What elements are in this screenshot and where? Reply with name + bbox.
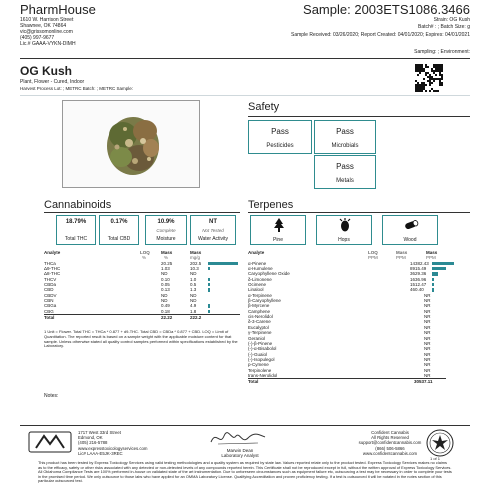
mass-bar bbox=[432, 272, 438, 275]
safety-divider bbox=[248, 116, 470, 117]
mass-ppm: NR bbox=[424, 330, 431, 336]
analyst-block bbox=[180, 448, 300, 458]
qr-code bbox=[415, 64, 443, 92]
total-cbd-value: 0.17% bbox=[110, 219, 128, 225]
analyte-name: Ocimene bbox=[248, 282, 267, 288]
terpenes-divider bbox=[248, 212, 470, 213]
terpene-wood-label: Wood bbox=[403, 237, 417, 243]
mass-ppm: NR bbox=[424, 292, 431, 298]
water-activity-status: Not Tested bbox=[202, 228, 224, 233]
analyst-title: Laboratory Analyst bbox=[221, 453, 259, 459]
cannabis-bud-image bbox=[63, 101, 199, 187]
total-thc-value: 18.79% bbox=[65, 219, 87, 225]
mass-bar bbox=[432, 267, 446, 270]
cannabinoid-total-row: Total 22.22 222.2 bbox=[44, 314, 240, 320]
terpene-pine-label: Pine bbox=[272, 237, 283, 243]
pesticides-result: Pass bbox=[271, 127, 289, 136]
analyte-name: CBDV bbox=[44, 292, 57, 298]
analyte-name: p-Cymene bbox=[248, 362, 269, 368]
total-thc-label: Total THC bbox=[64, 236, 88, 242]
mass-ppm: 3629.36 bbox=[410, 271, 427, 277]
water-activity-value: NT bbox=[209, 219, 217, 225]
lab-name: PharmHouse bbox=[20, 2, 96, 17]
terpene-units-row: PPM PPM PPM bbox=[368, 255, 436, 261]
lab-footer-address: 1717 West 33rd Street Edmond, OK (405) 216-5788 www.expresstoxicologyservices.com Lic# LAAA-E5JK-3REC bbox=[78, 430, 148, 456]
mass-ppm: 8915.49 bbox=[410, 266, 427, 272]
mass-percent: ND bbox=[161, 298, 168, 304]
analyte-name: cis-Nerolidol bbox=[248, 314, 273, 320]
lab-address: 1610 W. Harrison Street Shawnee, OK 74864 vic@grissomonline.com (405) 997-9677 Lic.# GAAA-VYKN-DIMH bbox=[20, 17, 76, 47]
analyte-name: β-Caryophyllene bbox=[248, 298, 281, 304]
analyte-name: THCa bbox=[44, 260, 56, 266]
mass-bar bbox=[432, 283, 434, 286]
terpene-hops-label: Hops bbox=[338, 237, 350, 243]
analyte-name: α-Terpinene bbox=[248, 292, 272, 298]
mass-mg: 0.5 bbox=[190, 282, 197, 288]
total-cbd-label: Total CBD bbox=[107, 236, 131, 242]
mass-bar bbox=[208, 278, 210, 281]
analyte-name: Δ9-THC bbox=[44, 266, 61, 272]
total-cbd-box bbox=[99, 215, 139, 245]
mass-percent: 0.10 bbox=[161, 276, 170, 282]
mass-mg: ND bbox=[190, 298, 197, 304]
mass-bar bbox=[432, 262, 454, 265]
analyte-name: β-Myrcene bbox=[248, 303, 270, 309]
mass-bar bbox=[208, 262, 238, 265]
mass-ppm: NR bbox=[424, 308, 431, 314]
analyte-name: α-Humulene bbox=[248, 266, 273, 272]
safety-title: Safety bbox=[248, 101, 280, 113]
analyte-name: CBGa bbox=[44, 303, 57, 309]
moisture-label: Moisture bbox=[156, 236, 176, 242]
report-dates: Sample Received: 03/26/2020; Report Created: 04/01/2020; Expires: 04/01/2021 bbox=[290, 32, 470, 38]
mass-percent: 20.25 bbox=[161, 260, 173, 266]
mass-bar bbox=[208, 267, 210, 270]
water-activity-label: Water Activity bbox=[197, 236, 229, 242]
mass-percent: 0.05 bbox=[161, 282, 170, 288]
mass-percent: ND bbox=[161, 292, 168, 298]
cannabinoids-title: Cannabinoids bbox=[44, 199, 112, 211]
moisture-value: 10.9% bbox=[157, 219, 175, 225]
analyte-name: Linalool bbox=[248, 287, 264, 293]
mass-ppm: NR bbox=[424, 340, 431, 346]
safety-microbials-box bbox=[314, 120, 376, 154]
analyte-name: (-)-α-Bisabolol bbox=[248, 346, 277, 352]
analyte-name: Caryophyllene Oxide bbox=[248, 271, 290, 277]
analyte-name: (-)-β-Pinene bbox=[248, 340, 273, 346]
tree-icon bbox=[274, 218, 284, 232]
footer-divider bbox=[20, 425, 470, 426]
mass-mg: 1.0 bbox=[190, 276, 197, 282]
mass-ppm: NR bbox=[424, 351, 431, 357]
express-toxicology-logo bbox=[28, 430, 72, 454]
mass-ppm: NR bbox=[424, 319, 431, 325]
mass-mg: 1.8 bbox=[190, 308, 197, 314]
disclaimer: This product has been tested by Express Toxicology Services using valid testing methodologies and a quality system as required by state law. Values reported relate only to the product tested. Express Toxicology Services makes no claims as to the efficacy, safety or other risks associated with any detected or non-detected levels of any compounds reported herein. This Certificate shall not be reproduced except in full, without the written approval of Express Toxicology Services. All Oklahoma Compliance Tests are 100% performed in-house on validated state of the art instrumentation. Due to unforeseen circumstances such as equipment failure etc, outsourcing a test may be necessary in order to complete your tests in the promised time period. We only outsource to those labs who have applied for an OMMA Laboratory License. Qualifying Accreditation and proven proficiency testing. If a test is outsourced it will be notated in the notes section of this particular outsourced test. bbox=[38, 460, 452, 483]
mass-ppm: NR bbox=[424, 362, 431, 368]
cannabinoid-units-row: % % mg/g bbox=[142, 255, 201, 261]
mass-ppm: 1636.96 bbox=[410, 276, 427, 282]
terpene-pine-box bbox=[250, 215, 306, 245]
product-type: Plant, Flower - Cured, Indoor bbox=[20, 79, 85, 85]
harvest-info: Harvest Process Lot: ; METRC Batch: ; METRC Sample: bbox=[20, 86, 134, 91]
analyte-name: CBG bbox=[44, 308, 54, 314]
batch-info: Batch# : ; Batch Size: g bbox=[418, 24, 470, 30]
total-thc-box bbox=[56, 215, 96, 245]
mass-percent: ND bbox=[161, 271, 168, 277]
notes-label: Notes: bbox=[44, 393, 59, 399]
analyte-name: THCV bbox=[44, 276, 57, 282]
terpene-wood-box bbox=[382, 215, 438, 245]
mass-ppm: NR bbox=[424, 324, 431, 330]
analyst-signature bbox=[208, 428, 268, 448]
moisture-status: Complete bbox=[156, 228, 176, 233]
sample-title: Sample: 2003ETS1086.3466 bbox=[303, 2, 470, 17]
confident-cannabis-logo bbox=[426, 429, 454, 457]
mass-ppm: NR bbox=[424, 367, 431, 373]
mass-bar bbox=[208, 283, 210, 286]
water-activity-box bbox=[190, 215, 236, 245]
analyte-name: CBDa bbox=[44, 282, 57, 288]
analyte-name: CBN bbox=[44, 298, 54, 304]
terpene-table bbox=[248, 250, 446, 384]
analyte-name: δ-3-Carene bbox=[248, 319, 271, 325]
analyte-name: (-)-Guaiol bbox=[248, 351, 268, 357]
terpene-hops-box bbox=[316, 215, 372, 245]
mass-percent: 0.13 bbox=[161, 287, 170, 293]
mass-mg: 10.3 bbox=[190, 266, 199, 272]
pesticides-label: Pesticides bbox=[266, 143, 294, 149]
cannabinoid-header-row: Analyte LOQ Mass Mass bbox=[44, 250, 202, 255]
moisture-box bbox=[145, 215, 187, 245]
mass-ppm: NR bbox=[424, 298, 431, 304]
mass-mg: 1.3 bbox=[190, 287, 197, 293]
terpenes-title: Terpenes bbox=[248, 199, 294, 211]
mass-ppm: NR bbox=[424, 314, 431, 320]
analyte-name: trans-Nerolidol bbox=[248, 372, 278, 378]
cannabinoid-footnote: 1 Unit = Flower. Total THC = THCa * 0.877 + d9-THC. Total CBD = CBDa * 0.877 + CBD. LOQ = Limit of Quantitation. The reported result is based on a sample weight with the applicable moisture content for that sample. Unless otherwise stated all quality control samples performed within specifications established by the Laboratory. bbox=[44, 329, 238, 349]
header-divider bbox=[20, 58, 470, 59]
mass-percent: 0.18 bbox=[161, 308, 170, 314]
analyte-name: CBD bbox=[44, 287, 54, 293]
mass-mg: ND bbox=[190, 271, 197, 277]
analyst-name: Marwin Dean bbox=[226, 448, 254, 453]
analyte-name: Eucalyptol bbox=[248, 324, 269, 330]
microbials-result: Pass bbox=[336, 127, 354, 136]
product-name: OG Kush bbox=[20, 64, 73, 78]
analyte-name: Camphene bbox=[248, 308, 271, 314]
terpene-header-row: Analyte LOQ Mass Mass bbox=[248, 250, 438, 255]
mass-ppm: NR bbox=[424, 335, 431, 341]
analyte-name: (-)-Isopulegol bbox=[248, 356, 275, 362]
mass-ppm: 1512.47 bbox=[410, 282, 427, 288]
page-number: 1 of 1 bbox=[430, 456, 441, 461]
mass-ppm: NR bbox=[424, 303, 431, 309]
analyte-name: γ-Terpinene bbox=[248, 330, 272, 336]
mass-mg: ND bbox=[190, 292, 197, 298]
sample-photo bbox=[62, 100, 200, 188]
analyte-name: Δ8-THC bbox=[44, 271, 61, 277]
metals-result: Pass bbox=[336, 162, 354, 171]
analyte-name: δ-Limonene bbox=[248, 276, 272, 282]
mass-bar bbox=[208, 310, 210, 313]
mass-bar bbox=[208, 304, 210, 307]
analyte-name: α-Pinene bbox=[248, 260, 267, 266]
analyte-name: Terpinolene bbox=[248, 367, 272, 373]
confident-cannabis-block: Confident Cannabis All Rights Reserved support@confidentcannabis.com (866) 506-5866 www.confidentcannabis.com bbox=[358, 430, 422, 456]
mass-ppm: NR bbox=[424, 346, 431, 352]
safety-metals-box bbox=[314, 155, 376, 189]
metals-label: Metals bbox=[336, 178, 354, 184]
mass-ppm: NR bbox=[424, 372, 431, 378]
cannabinoids-divider bbox=[44, 212, 240, 213]
mass-ppm: NR bbox=[424, 356, 431, 362]
safety-pesticides-box bbox=[248, 120, 312, 154]
terpene-total-row: Total 30537.11 bbox=[248, 378, 446, 384]
mass-bar bbox=[432, 288, 434, 291]
mass-bar bbox=[432, 278, 434, 281]
mass-mg: 4.9 bbox=[190, 303, 197, 309]
mass-percent: 1.03 bbox=[161, 266, 170, 272]
mass-percent: 0.49 bbox=[161, 303, 170, 309]
sampling-info: Sampling: ; Environment: bbox=[414, 49, 470, 55]
product-divider bbox=[20, 95, 470, 96]
mass-mg: 202.5 bbox=[190, 260, 202, 266]
mass-ppm: 14382.43 bbox=[410, 260, 429, 266]
mass-ppm: 460.40 bbox=[410, 287, 424, 293]
analyte-name: Geraniol bbox=[248, 335, 266, 341]
mass-bar bbox=[208, 288, 210, 291]
wood-icon bbox=[403, 220, 419, 230]
cannabinoid-table bbox=[44, 250, 240, 320]
hops-icon bbox=[339, 218, 351, 232]
strain: Strain: OG Kush bbox=[433, 17, 470, 23]
microbials-label: Microbials bbox=[331, 143, 359, 149]
